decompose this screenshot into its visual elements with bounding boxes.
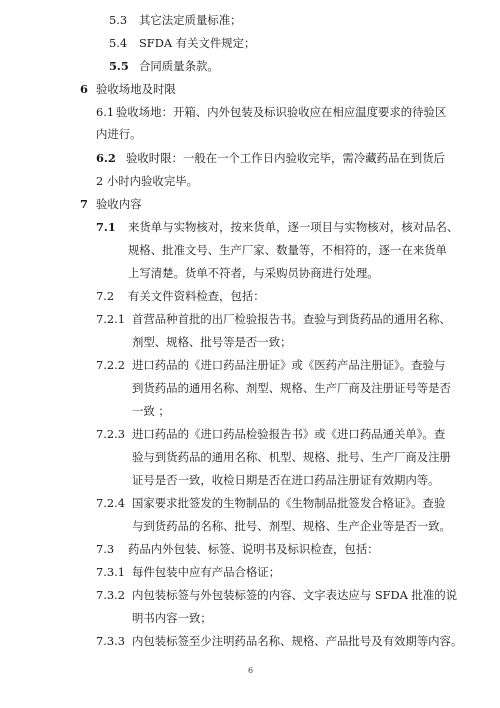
doc-line xyxy=(96,542,379,556)
clause-text: 明书内容一致； xyxy=(132,611,212,625)
clause-text: 证号是否一致，收检日期是否在进口药品注册证有效期内等。 xyxy=(132,473,440,487)
clause-number: 7.3.1 xyxy=(96,565,125,579)
doc-line xyxy=(128,266,379,280)
doc-line xyxy=(132,381,451,395)
clause-text: 验与到货药品的通用名称、机型、规格、批号、生产厂商及注册 xyxy=(132,450,451,464)
clause-text: 2 小时内验收完毕。 xyxy=(96,174,198,188)
doc-line xyxy=(128,243,447,257)
doc-line xyxy=(109,36,255,50)
doc-line xyxy=(132,611,212,625)
clause-number: 7.2.1 xyxy=(96,312,125,326)
clause-number: 5.3 xyxy=(109,13,128,27)
section-number: 7 xyxy=(80,197,88,211)
doc-line xyxy=(96,151,445,165)
doc-line xyxy=(80,197,142,211)
doc-line xyxy=(96,634,462,648)
clause-number: 7.3 xyxy=(96,542,115,556)
doc-line xyxy=(109,13,242,27)
doc-line xyxy=(96,565,280,579)
clause-text: 验收时限：一般在一个工作日内验收完毕，需冷藏药品在到货后 xyxy=(126,151,445,165)
clause-text: 有关文件资料检查，包括： xyxy=(128,289,265,303)
clause-number: 7.3.3 xyxy=(96,634,125,648)
clause-number: 6.1 xyxy=(96,105,115,119)
doc-line xyxy=(96,588,457,602)
doc-line xyxy=(96,220,458,234)
clause-text: 进口药品的《进口药品检验报告书》或《进口药品通关单》。查 xyxy=(132,427,446,441)
doc-line xyxy=(96,358,445,372)
clause-number: 5.5 xyxy=(109,59,129,73)
clause-number: 7.3.2 xyxy=(96,588,125,602)
clause-text: 合同质量条款。 xyxy=(139,59,219,73)
clause-text: 一致 ； xyxy=(132,404,170,418)
doc-line xyxy=(132,404,170,418)
clause-text: 国家要求批签发的生物制品的《生物制品批签发合格证》。查验 xyxy=(132,496,446,510)
clause-text: 内进行。 xyxy=(96,127,142,141)
doc-line xyxy=(109,59,219,73)
section-title: 验收内容 xyxy=(96,197,142,211)
clause-text: 内包装标签至少注明药品名称、规格、产品批号及有效期等内容。 xyxy=(132,634,463,648)
doc-line xyxy=(96,496,445,510)
doc-line xyxy=(96,127,142,141)
clause-text: 上写清楚。货单不符者，与采购员协商进行处理。 xyxy=(128,266,379,280)
doc-line xyxy=(96,427,445,441)
clause-text: SFDA 有关文件规定； xyxy=(139,36,256,50)
doc-line xyxy=(132,335,291,349)
clause-number: 7.2 xyxy=(96,289,115,303)
clause-text: 规格、批准文号、生产厂家、数量等，不相符的，逐一在来货单 xyxy=(128,243,447,257)
clause-text: 与到货药品的名称、批号、剂型、规格、生产企业等是否一致。 xyxy=(132,519,451,533)
doc-line xyxy=(80,82,176,96)
clause-text: 来货单与实物核对，按来货单，逐一项目与实物核对，核对品名、 xyxy=(128,220,459,234)
section-title: 验收场地及时限 xyxy=(96,82,176,96)
clause-text: 剂型、规格、批号等是否一致； xyxy=(132,335,292,349)
doc-line xyxy=(132,473,440,487)
clause-text: 每件包装中应有产品合格证； xyxy=(132,565,281,579)
page-number: 6 xyxy=(248,666,254,675)
clause-text: 内包装标签与外包装标签的内容、文字表达应与 SFDA 批准的说 xyxy=(132,588,458,602)
section-number: 6 xyxy=(80,82,88,96)
doc-line xyxy=(96,312,451,326)
doc-line xyxy=(132,519,451,533)
clause-text: 首营品种首批的出厂检验报告书。查验与到货药品的通用名称、 xyxy=(132,312,451,326)
clause-text: 进口药品的《进口药品注册证》或《医药产品注册证》。查验与 xyxy=(132,358,446,372)
clause-number: 7.2.3 xyxy=(96,427,125,441)
clause-number: 7.2.2 xyxy=(96,358,125,372)
clause-number: 7.2.4 xyxy=(96,496,125,510)
doc-line xyxy=(96,289,265,303)
clause-number: 5.4 xyxy=(109,36,128,50)
doc-line xyxy=(132,450,451,464)
clause-text: 验收场地：开箱、内外包装及标识验收应在相应温度要求的待验区 xyxy=(116,105,447,119)
clause-number: 7.1 xyxy=(96,220,116,234)
doc-line xyxy=(96,174,198,188)
clause-text: 其它法定质量标准； xyxy=(139,13,242,27)
clause-number: 6.2 xyxy=(96,151,116,165)
doc-line xyxy=(96,105,446,119)
clause-text: 到货药品的通用名称、剂型、规格、生产厂商及注册证号等是否 xyxy=(132,381,451,395)
clause-text: 药品内外包装、标签、说明书及标识检查，包括： xyxy=(128,542,379,556)
